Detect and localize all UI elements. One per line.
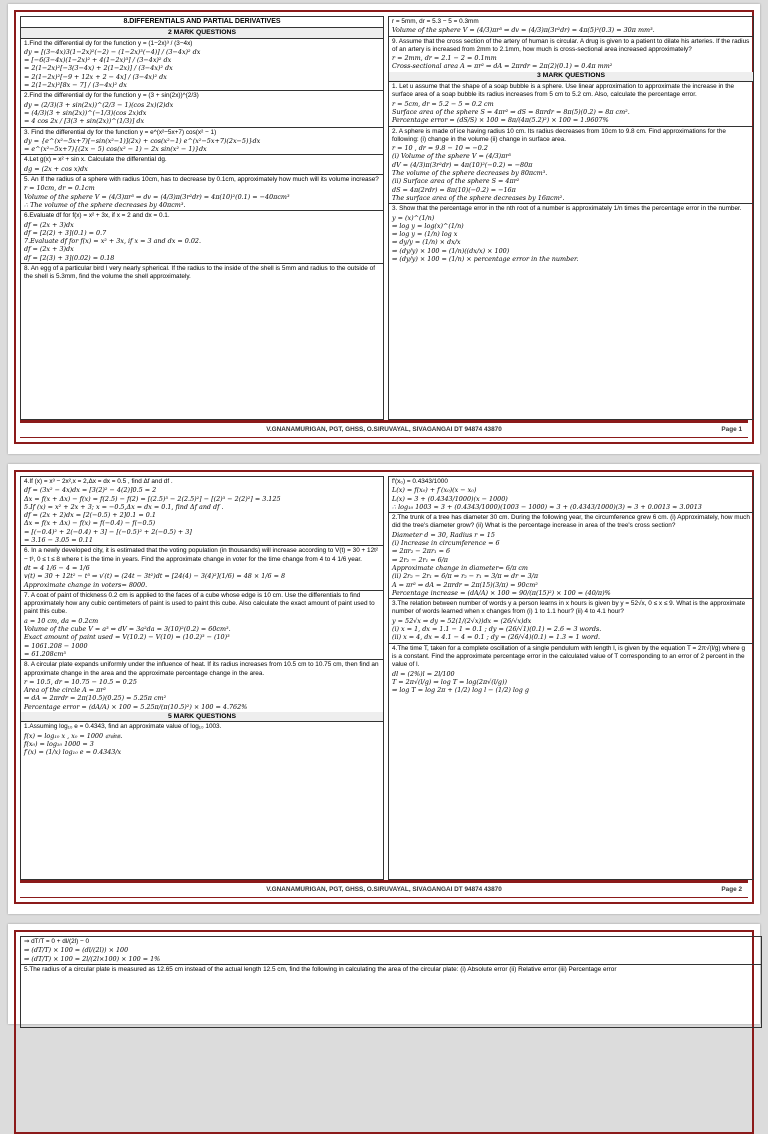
question-line: dl = (2%)l = 2l/100 xyxy=(392,669,455,678)
page-1-right-top-questions xyxy=(389,17,753,72)
question-block xyxy=(389,477,753,513)
question-block xyxy=(21,128,383,156)
question-block xyxy=(21,660,383,712)
question-line: y = (x)^(1/n) xyxy=(392,213,435,222)
question-line: The surface area of the sphere decreases by 16πcm². xyxy=(392,193,565,202)
question-line: Percentage increase = (dA/A) × 100 = 90/(π(15)²) × 100 = (40/π)% xyxy=(392,588,611,597)
question-line: 6. In a newly developed city, it is estimated that the voting population (in thousands) will increase according to V(t) = 30 + 12t² − t³, 0 ≤ t ≤ 8 where t is the time in years. Find the approximate change in voter for the time change from 4 to 4 1/6 year. xyxy=(24,547,379,563)
question-line: 2.The trunk of a tree has diameter 30 cm. During the following year, the circumference grew 6 cm. (i) Approximately, how much did the tree's diameter grow? (ii) What is the percentage increase in area of the tree's cross section? xyxy=(392,514,750,530)
question-line: Δx = f(x + Δx) − f(x) = f(−0.4) − f(−0.5) xyxy=(24,519,156,528)
question-line: 4.The time T, taken for a complete oscillation of a single pendulum with length l, is given by the equation T = 2π√(l/g) where g is a constant. Find the approximate percentage error in the calculated value of T corresponding to an error of 2 percent in the value of l. xyxy=(392,644,746,669)
question-block xyxy=(389,127,753,205)
section-heading-2-mark: 2 MARK QUESTIONS xyxy=(21,28,383,38)
question-block xyxy=(21,264,383,283)
question-block xyxy=(389,17,753,37)
question-line: r = 10 , dr = 9.8 − 10 = −0.2 xyxy=(392,144,488,153)
page-3 xyxy=(8,924,760,1024)
question-line: dV = (4/3)π(3r²dr) = 4π(10)²(−0.2) = −80π xyxy=(392,160,533,169)
question-line: L(x) = 3 + (0.4343/1000)(x − 1000) xyxy=(392,494,508,503)
page-3-column xyxy=(20,936,762,1028)
question-line: 1.Find the differential dy for the function y = (1−2x)³ / (3−4x) xyxy=(24,39,193,47)
question-line: 2.Find the differential dy for the function y = (3 + sin(2x))^(2/3) xyxy=(24,92,199,100)
question-line: Volume of the sphere V = (4/3)πr³ ⇒ dv = (4/3)π(3r²dr) = 4π(5)²(0.3) = 30π mm³. xyxy=(392,26,655,35)
page-1-right-column xyxy=(388,16,754,420)
question-line: a = 10 cm, da = 0.2cm xyxy=(24,616,99,625)
question-line: 9. Assume that the cross section of the artery of human is circular. A drug is given to a patient to dilate his arteries. If the radius of an artery is increased from 2mm to 2.1mm, how much is cross-sectional area increased approximately? xyxy=(392,37,750,53)
question-line: ∴ log₁₀ 1003 ≈ 3 + (0.4343/1000)(1003 − 1000) ≈ 3 + (0.4343/1000)(3) ≈ 3 + 0.0013 ≈ 3.0013 xyxy=(392,502,702,511)
question-line: Cross-sectional area A = πr² ⇒ dA = 2πrdr = 2π(2)(0.1) = 0.4π mm² xyxy=(392,62,613,71)
question-line: dy = [(3−4x)3(1−2x)²(−2) − (1−2x)³(−4)] / (3−4x)² dx xyxy=(24,47,201,56)
question-line: 5.The radius of a circular plate is measured as 12.65 cm instead of the actual length 12.5 cm, find the following in calculating the area of the circular plate: (i) Absolute error (ii) Relative error (iii) Percentage error xyxy=(24,965,617,973)
page-2-left-column xyxy=(20,476,384,880)
question-line: f(x₀) = log₁₀ 1000 = 3 xyxy=(24,739,94,748)
page-1-footer xyxy=(20,422,748,438)
question-block xyxy=(21,39,383,92)
question-line: ⇒ log y = log(x)^(1/n) xyxy=(392,221,464,230)
question-line: r = 2mm, dr = 2.1 − 2 = 0.1mm xyxy=(392,54,497,63)
question-line: dy = (2/3)(3 + sin(2x))^(2/3 − 1)(cos 2x)(2)dx xyxy=(24,100,174,109)
question-line: Percentage error = (dS/S) × 100 = 8π/(4π(5.2)²) × 100 = 1.9607% xyxy=(392,116,609,125)
question-line: r = 10cm, dr = 0.1cm xyxy=(24,184,95,193)
question-line: Δx = f(x + Δx) − f(x) = f(2.5) − f(2) = [(2.5)³ − 2(2.5)²] − [(2)³ − 2(2)²] = 3.125 xyxy=(24,494,281,503)
question-line: df = [2(3) + 3](0.02) = 0.18 xyxy=(24,253,115,262)
question-block xyxy=(389,82,753,126)
question-block xyxy=(21,211,383,264)
question-line: T = 2π√(l/g) ⇒ log T = log(2π√(l/g)) xyxy=(392,677,507,686)
document-title: 8.DIFFERENTIALS AND PARTIAL DERIVATIVES xyxy=(21,17,383,28)
question-line: 5.If (x) = x² + 2x + 3; x = −0.5,Δx = dx = 0.1, find Δf and df . xyxy=(24,502,224,511)
question-line: y = 52√x ⇒ dy = 52(1/(2√x))dx = (26/√x)dx xyxy=(392,616,532,625)
page-number: Page 1 xyxy=(721,426,742,433)
question-line: = (4/3)(3 + sin(2x))^(−1/3)(cos 2x)dx xyxy=(24,108,147,117)
page-number: Page 2 xyxy=(721,886,742,893)
question-line: df = (2x + 3)dx xyxy=(24,220,74,229)
question-line: ⇒ dy/y = (1/n) × dx/x xyxy=(392,238,461,247)
page-1-left-questions xyxy=(21,39,383,283)
question-line: 7.Evaluate df for f(x) = x² + 3x, if x = 3 and dx = 0.02. xyxy=(24,237,201,246)
question-block xyxy=(389,204,753,264)
question-line: 2. A sphere is made of ice having radius 10 cm. Its radius decreases from 10cm to 9.8 cm. Find approximations for the following: (i) change in the volume (ii) change in surface area. xyxy=(392,127,726,143)
question-line: ⇒ 2r₂ − 2r₁ = 6/π xyxy=(392,555,449,564)
question-line: ⇒ log T = log 2π + (1/2) log l − (1/2) log g xyxy=(392,686,529,695)
question-line: = 3.16 − 3.05 = 0.11 xyxy=(24,536,93,545)
question-line: Surface area of the sphere S = 4πr² ⇒ dS = 8πrdr = 8π(5)(0.2) = 8π cm². xyxy=(392,107,630,116)
question-line: f(x) = log₁₀ x , x₀ = 1000 என்க. xyxy=(24,731,123,740)
question-line: = 2(1−2x)²[−9 + 12x + 2 − 4x] / (3−4x)² dx xyxy=(24,72,167,81)
question-line: f′(x) = (1/x) log₁₀ e = 0.4343/x xyxy=(24,748,122,757)
question-block xyxy=(21,175,383,211)
question-line: 8. An egg of a particular bird I very nearly spherical. If the radius to the inside of the shell is 5mm and radius to the outside of the shell is 5.3mm, find the volume the shell approximately. xyxy=(24,265,375,281)
question-line: (ii) 2r₂ − 2r₁ = 6/π ⇒ r₂ − r₁ = 3/π ⇒ dr = 3/π xyxy=(392,572,539,581)
question-line: Area of the circle A = πr² xyxy=(24,686,106,695)
question-line: r = 5cm, dr = 5.2 − 5 = 0.2 cm xyxy=(392,99,494,108)
question-line: 4.If (x) = x³ − 2x²,x = 2,Δx = dx = 0.5 , find Δf and df . xyxy=(24,478,173,485)
question-line: Diameter d = 30, Radius r = 15 xyxy=(392,530,495,539)
question-block xyxy=(21,965,761,975)
question-line: ⇒ log y = (1/n) log x xyxy=(392,230,458,239)
page-1-right-bottom-questions xyxy=(389,82,753,264)
question-line: dy = {e^(x²−5x+7)[−sin(x²−1)](2x) + cos(x²−1) e^(x²−5x+7)(2x−5)}dx xyxy=(24,136,261,145)
question-line: Approximate change in voters= 8000. xyxy=(24,580,148,589)
question-block xyxy=(389,599,753,643)
question-line: L(x) = f(x₀) + f′(x₀)(x − x₀) xyxy=(392,486,477,495)
page-2-left-questions xyxy=(21,477,383,712)
question-line: ⇒ dT/T = 0 + dl/(2l) − 0 xyxy=(24,938,90,945)
page-1-frame xyxy=(14,10,754,444)
page-1-left-column xyxy=(20,16,384,420)
question-line: dS = 4π(2rdr) = 8π(10)(−0.2) = −16π xyxy=(392,185,516,194)
question-line: = 2(1−2x)²[8x − 7] / (3−4x)² dx xyxy=(24,81,127,90)
page-3-frame xyxy=(14,930,754,1134)
question-line: = 61.208cm³ xyxy=(24,649,66,658)
question-line: (i) x = 1, dx = 1.1 − 1 = 0.1 ; dy = (26/√1)(0.1) = 2.6 ≈ 3 words. xyxy=(392,625,602,634)
question-line: 3. Find the differential dy for the function y = e^(x²−5x+7) cos(x² − 1) xyxy=(24,128,217,136)
question-line: dt = 4 1/6 − 4 = 1/6 xyxy=(24,563,90,572)
question-line: df = (2x + 3)dx xyxy=(24,245,74,254)
question-line: ⇒ (dy/y) × 100 = (1/n)((dx/x) × 100) xyxy=(392,246,510,255)
question-block xyxy=(21,477,383,546)
question-line: 4.Let g(x) = x² + sin x. Calculate the differential dg. xyxy=(24,156,167,164)
question-line: v(t) = 30 + 12t² − t³ ⇒ v′(t) = (24t − 3t²)dt = [24(4) − 3(4)²](1/6) = 48 × 1/6 = 8 xyxy=(24,572,286,581)
question-line: = [(−0.4)² + 2(−0.4) + 3] − [(−0.5)² + 2(−0.5) + 3] xyxy=(24,527,192,536)
question-line: = 1061.208 − 1000 xyxy=(24,641,88,650)
section-heading-5-mark: 5 MARK QUESTIONS xyxy=(21,712,383,722)
section-heading-3-mark: 3 MARK QUESTIONS xyxy=(389,72,753,82)
question-block xyxy=(21,155,383,175)
question-line: 1. Let u assume that the shape of a soap bubble is a sphere. Use linear approximation to approximate the increase in the surface area of a soap bubble its radius increases from 5 cm to 5.2 cm. Also, calculate the percentage error. xyxy=(392,83,735,99)
question-line: = 2(1−2x)²[−3(3−4x) + 2(1−2x)] / (3−4x)² dx xyxy=(24,64,173,73)
page-1 xyxy=(8,4,760,454)
question-line: ⇒ (dy/y) × 100 = (1/n) × percentage error in the number. xyxy=(392,255,579,264)
question-line: ⇒ 2πr₂ − 2πr₁ = 6 xyxy=(392,547,451,556)
question-line: The volume of the sphere decreases by 80πcm³. xyxy=(392,169,548,178)
question-line: r = 10.5, dr = 10.75 − 10.5 = 0.25 xyxy=(24,677,137,686)
question-line: (i) Volume of the sphere V = (4/3)πr³ xyxy=(392,152,511,161)
question-line: (i) Increase in circumference = 6 xyxy=(392,539,500,548)
question-block xyxy=(389,37,753,72)
question-line: f′(x₀) = 0.4343/1000 xyxy=(392,478,448,485)
question-line: df = (3x² − 4x)dx = [3(2)² − 4(2)]0.5 = 2 xyxy=(24,486,157,495)
question-line: dg = (2x + cos x)dx xyxy=(24,164,88,173)
footer-author: V.GNANAMURIGAN, PGT, GHSS, O.SIRUVAYAL, SIVAGANGAI DT 94874 43870 xyxy=(266,426,502,433)
page-2 xyxy=(8,464,760,914)
question-line: 7. A coat of paint of thickness 0.2 cm is applied to the faces of a cube whose edge is 10 cm. Use the differentials to find approximately how any cubic centimeters of paint is used to paint this cube. Also calculate the exact amount of paint used to paint this cube. xyxy=(24,591,375,616)
page-2-left-tail xyxy=(21,722,383,757)
question-block xyxy=(389,513,753,599)
question-line: Volume of the cube V = a³ ⇒ dV = 3a²da = 3(10)²(0.2) = 60cm³. xyxy=(24,625,231,634)
question-block xyxy=(21,546,383,590)
question-line: (ii) Surface area of the sphere S = 4πr² xyxy=(392,177,520,186)
page-2-right-questions xyxy=(389,477,753,695)
question-line: Exact amount of paint used = V(10.2) − V(10) = (10.2)³ − (10)³ xyxy=(24,633,230,642)
footer-author: V.GNANAMURIGAN, PGT, GHSS, O.SIRUVAYAL, SIVAGANGAI DT 94874 43870 xyxy=(266,886,502,893)
question-line: df = [2(2) + 3](0.1) = 0.7 xyxy=(24,228,107,237)
question-line: ⇒ dA = 2πrdr = 2π(10.5)(0.25) = 5.25π cm² xyxy=(24,694,167,703)
page-2-right-column xyxy=(388,476,754,880)
question-line: ⇒ (dT/T) × 100 = (dl/(2l)) × 100 xyxy=(24,946,129,955)
question-block xyxy=(21,937,761,965)
question-block xyxy=(21,722,383,757)
question-line: 5. An If the radius of a sphere with radius 10cm, has to decrease by 0.1cm, approximately how much will its volume increase? xyxy=(24,176,379,184)
question-line: 1.Assuming log₁₀ e = 0.4343, find an approximate value of log₁₀ 1003. xyxy=(24,723,222,731)
question-line: 3.The relation between number of words y a person learns in x hours is given by y = 52√x, 0 ≤ x ≤ 9. What is the approximate number of words learned when x changes from (i) 1 to 1.1 hour? (ii) 4 to 4.1 hour? xyxy=(392,600,746,616)
question-line: = e^(x²−5x+7){(2x − 5) cos(x² − 1) − 2x sin(x² − 1)}dx xyxy=(24,145,207,154)
question-block xyxy=(21,91,383,127)
question-line: ∴ The volume of the sphere decreases by 40πcm³. xyxy=(24,200,186,209)
question-line: = 4 cos 2x / [3(3 + sin(2x))^(1/3)] dx xyxy=(24,117,145,126)
page-2-footer xyxy=(20,882,748,898)
question-line: (ii) x = 4, dx = 4.1 − 4 = 0.1 ; dy = (26/√4)(0.1) = 1.3 ≈ 1 word. xyxy=(392,633,601,642)
question-line: Approximate change in diameter= 6/π cm xyxy=(392,563,528,572)
question-line: 3. Show that the percentage error in the nth root of a number is approximately 1/n times the percentage error in the number. xyxy=(392,205,742,213)
question-line: A = πr² ⇒ dA = 2πrdr = 2π(15)(3/π) = 90cm² xyxy=(392,580,538,589)
question-line: df = (2x + 2)dx = [2(−0.5) + 2]0.1 = 0.1 xyxy=(24,511,156,520)
question-line: 6.Evaluate df for f(x) = x² + 3x, if x = 2 and dx = 0.1. xyxy=(24,212,170,220)
question-block xyxy=(21,591,383,660)
question-line: Percentage error = (dA/A) × 100 = 5.25π/(π(10.5)²) × 100 = 4.762% xyxy=(24,702,248,711)
question-line: 8. A circular plate expands uniformly under the influence of heat. If its radius increases from 10.5 cm to 10.75 cm, then find an approximate change in the area and the approximate percentage change in the area. xyxy=(24,661,379,677)
question-block xyxy=(389,644,753,696)
page-3-questions xyxy=(21,937,761,975)
page-2-frame xyxy=(14,470,754,904)
question-line: Volume of the sphere V = (4/3)πr³ ⇒ dv = (4/3)π(3r²dr) = 4π(10)²(0.1) = −40πcm³ xyxy=(24,192,290,201)
question-line: = [−6(3−4x)(1−2x)² + 4(1−2x)³] / (3−4x)² dx xyxy=(24,56,172,65)
question-line: r = 5mm, dr = 5.3 − 5 = 0.3mm xyxy=(392,18,479,25)
question-line: ⇒ (dT/T) × 100 = 2l/(2l×100) × 100 = 1% xyxy=(24,954,161,963)
